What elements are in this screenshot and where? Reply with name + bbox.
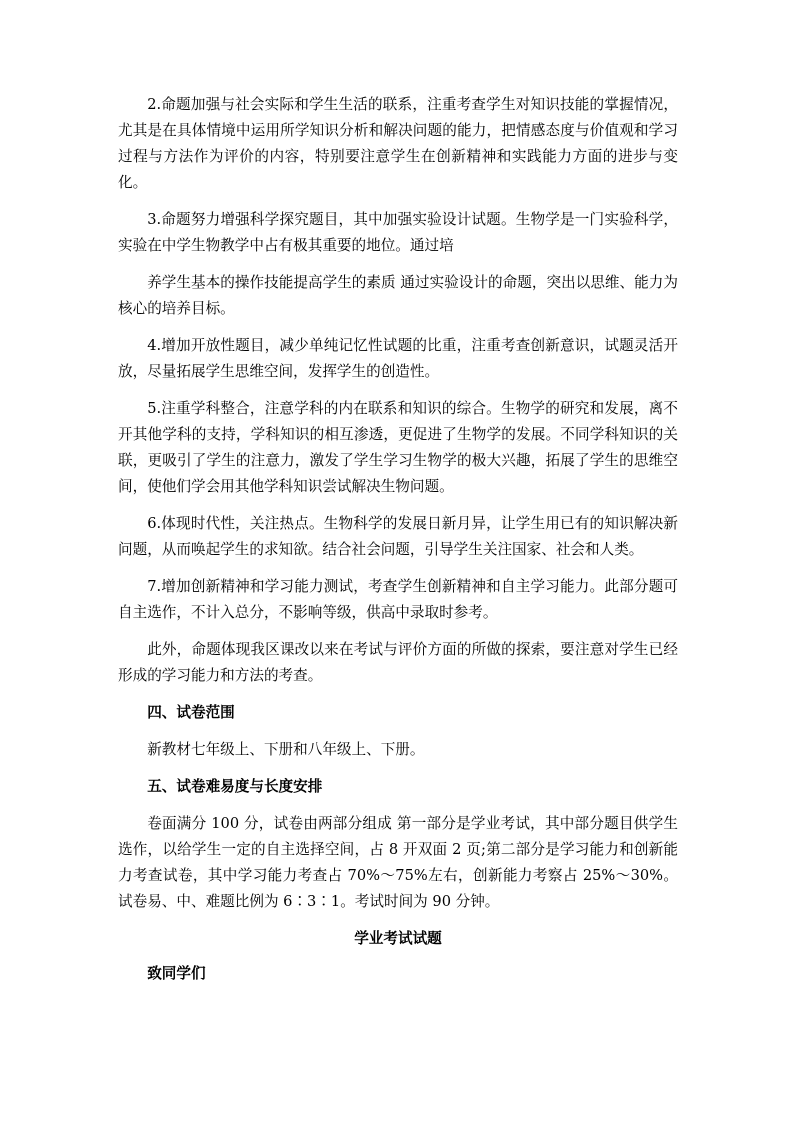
paragraph-additional-note: 此外，命题体现我区课改以来在考试与评价方面的所做的探索，要注意对学生已经形成的学习能力和方法的考查。 — [118, 641, 678, 684]
section-text-scope: 新教材七年级上、下册和八年级上、下册。 — [147, 741, 425, 758]
section-heading-scope: 四、试卷范围 — [147, 704, 235, 721]
paragraph-item-3-continued: 养学生基本的操作技能提高学生的素质 通过实验设计的命题，突出以思维、能力为核心的培养目标。 — [118, 274, 678, 317]
paragraph-item-5: 5.注重学科整合，注意学科的内在联系和知识的综合。生物学的研究和发展，离不开其他学科的支持，学科知识的相互渗透，更促进了生物学的发展。不同学科知识的关联，更吸引了学生的注意力，激发了学生学习生物学的极大兴趣，拓展了学生的思维空间，使他们学会用其他学科知识尝试解决生物问题。 — [118, 400, 678, 495]
paragraph-item-6: 6.体现时代性，关注热点。生物科学的发展日新月异，让学生用已有的知识解决新问题，从而唤起学生的求知欲。结合社会问题，引导学生关注国家、社会和人类。 — [118, 515, 678, 558]
exam-title: 学业考试试题 — [354, 930, 442, 947]
paragraph-item-7: 7.增加创新精神和学习能力测试，考查学生创新精神和自主学习能力。此部分题可自主选作，不计入总分，不影响等级，供高中录取时参考。 — [118, 578, 678, 621]
greeting-heading: 致同学们 — [147, 965, 206, 982]
section-text-difficulty: 卷面满分 100 分，试卷由两部分组成 第一部分是学业考试，其中部分题目供学生选作，以给学生一定的自主选择空间，占 8 开双面 2 页;第二部分是学习能力和创新能力考查试卷，其中学习能力考查占 70%～75%左右，创新能力考察占 25%～30%。试卷易、中、难题比例为 6∶3∶1。考试时间为 90 分钟。 — [118, 815, 678, 910]
paragraph-item-4: 4.增加开放性题目，减少单纯记忆性试题的比重，注重考查创新意识，试题灵活开放，尽量拓展学生思维空间，发挥学生的创造性。 — [118, 337, 678, 380]
paragraph-item-3: 3.命题努力增强科学探究题目，其中加强实验设计试题。生物学是一门实验科学，实验在中学生物教学中占有极其重要的地位。通过培 — [118, 211, 678, 254]
paragraph-item-2: 2.命题加强与社会实际和学生生活的联系，注重考查学生对知识技能的掌握情况，尤其是在具体情境中运用所学知识分析和解决问题的能力，把情感态度与价值观和学习过程与方法作为评价的内容，特别要注意学生在创新精神和实践能力方面的进步与变化。 — [118, 96, 678, 191]
section-heading-difficulty: 五、试卷难易度与长度安排 — [147, 778, 323, 795]
document-page — [118, 92, 678, 998]
